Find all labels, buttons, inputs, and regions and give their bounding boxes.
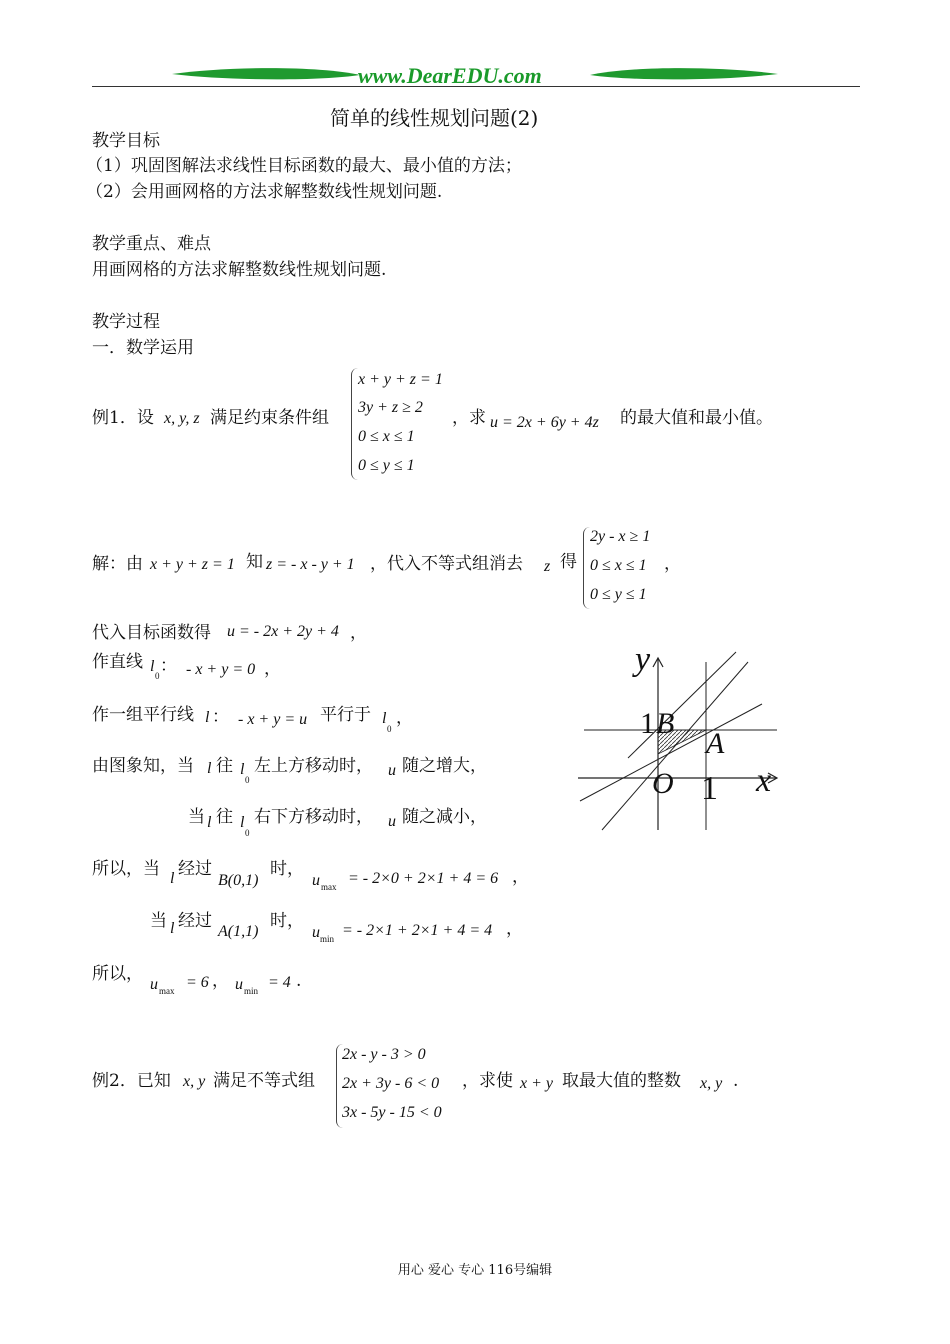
sol-line9-eq1: = 6 xyxy=(186,974,209,991)
sol-line8-sub: min xyxy=(320,934,335,944)
sol-line5-d: 随之增大， xyxy=(402,756,487,776)
figure-point-b-label: B xyxy=(656,707,675,740)
sol-line7-a: 所以，当 xyxy=(92,859,160,879)
sol-line8-l: l xyxy=(170,920,175,937)
sol-line4-colon: ： xyxy=(212,707,229,727)
ex2-end: . xyxy=(733,1071,739,1091)
goals-heading: 教学目标 xyxy=(92,131,160,151)
sol-line6-l0: l xyxy=(240,814,245,831)
ex1-mid: 满足约束条件组 xyxy=(210,408,329,428)
sol-line6-a: 当 xyxy=(188,807,205,827)
sol-line1-eq: x + y + z = 1 xyxy=(150,556,235,573)
sol-system-line: 2y - x ≥ 1 xyxy=(590,528,651,545)
sol-line1-c: ，代入不等式组消去 xyxy=(370,554,523,574)
ex2-system-line: 2x - y - 3 > 0 xyxy=(342,1046,426,1063)
sol-line5-l: l xyxy=(207,760,212,777)
ex1-system-line: 0 ≤ x ≤ 1 xyxy=(358,428,415,445)
sol-line1-var: z xyxy=(544,558,551,575)
sol-line9-end: . xyxy=(296,971,302,991)
feasible-region-figure xyxy=(572,648,792,833)
ex1-vars: x, y, z xyxy=(164,410,200,427)
sol-line4-b: 平行于 xyxy=(320,705,371,725)
ex2-system-line: 3x - 5y - 15 < 0 xyxy=(342,1104,442,1121)
goal-item-1: （1）巩固图解法求线性目标函数的最大、最小值的方法； xyxy=(86,156,522,176)
sol-line7-c: 时， xyxy=(270,859,304,879)
sol-line5-sub: 0 xyxy=(245,775,250,785)
page-title: 简单的线性规划问题(2) xyxy=(330,106,539,130)
sol-line6-u: u xyxy=(388,813,396,830)
ex2-system-line: 2x + 3y - 6 < 0 xyxy=(342,1075,440,1092)
sol-line6-sub: 0 xyxy=(245,828,250,838)
sol-line4-l: l xyxy=(205,709,210,726)
ex2-mid: 满足不等式组 xyxy=(213,1071,315,1091)
sol-line1-a: 解：由 xyxy=(92,554,143,574)
sol-line6-l: l xyxy=(207,814,212,831)
sol-line1-d: 得 xyxy=(560,552,577,572)
figure-point-a-label: A xyxy=(706,727,725,760)
key-text: 用画网格的方法求解整数线性规划问题. xyxy=(92,260,387,280)
ex1-system-line: x + y + z = 1 xyxy=(358,371,443,388)
sol-line9-sub2: min xyxy=(244,986,259,996)
ex1-system-line: 0 ≤ y ≤ 1 xyxy=(358,457,415,474)
sol-line4-l0: l xyxy=(382,710,387,727)
page-footer: 用心 爱心 专心 116号编辑 xyxy=(397,1263,553,1278)
ex1-brace xyxy=(351,368,358,480)
sol-line4-a: 作一组平行线 xyxy=(92,705,194,725)
ex1-ask: ，求 xyxy=(452,408,486,428)
sol-line3-eq: - x + y = 0 xyxy=(186,661,256,678)
sol-line5-a: 由图象知，当 xyxy=(92,756,194,776)
sol-line6-c: 右下方移动时， xyxy=(254,807,373,827)
sol-line7-pt: B(0,1) xyxy=(218,872,259,889)
ex1-prefix: 例1．设 xyxy=(92,408,154,428)
sol-line4-eq: - x + y = u xyxy=(238,711,308,728)
sol-line3-colon: ： xyxy=(160,656,177,676)
sol-line3-sub: 0 xyxy=(155,671,160,681)
line-l0 xyxy=(602,662,748,830)
sol-line1-z: z = - x - y + 1 xyxy=(266,556,355,573)
figure-y-label: y xyxy=(635,641,651,678)
sol-line3-l: l xyxy=(150,658,155,675)
ex2-ask: ，求使 xyxy=(462,1071,513,1091)
ex2-vars: x, y xyxy=(183,1073,206,1090)
sol-system-line: 0 ≤ x ≤ 1 xyxy=(590,557,647,574)
sol-line8-a: 当 xyxy=(150,911,167,931)
ex2-expr: x + y xyxy=(520,1075,553,1092)
sol-line7-u: u xyxy=(312,872,320,889)
sol-line8-pt: A(1,1) xyxy=(218,923,259,940)
sol-line6-d: 随之减小， xyxy=(402,807,487,827)
goal-item-2: （2）会用画网格的方法求解整数线性规划问题. xyxy=(86,182,443,202)
sol-line9-sub1: max xyxy=(159,986,175,996)
sol-line9-u1: u xyxy=(150,976,158,993)
header-site-text: www.DearEDU.com xyxy=(358,63,542,88)
sol-line3-a: 作直线 xyxy=(92,652,143,672)
sol-line5-c: 左上方移动时， xyxy=(254,756,373,776)
ex2-suffix: 取最大值的整数 xyxy=(562,1071,681,1091)
process-heading: 教学过程 xyxy=(92,312,160,332)
key-heading: 教学重点、难点 xyxy=(92,234,211,254)
ex1-system-line: 3y + z ≥ 2 xyxy=(358,399,423,416)
sol-line2-end: ， xyxy=(350,623,367,643)
sol-line7-sub: max xyxy=(321,882,337,892)
header-rule xyxy=(92,86,860,87)
figure-x-label: x xyxy=(756,762,772,799)
sol-line3-end: ， xyxy=(264,659,281,679)
sol-line2-eq: u = - 2x + 2y + 4 xyxy=(227,623,339,640)
sol-line6-b: 往 xyxy=(216,807,233,827)
ex2-vars2: x, y xyxy=(700,1075,723,1092)
sol-line7-l: l xyxy=(170,870,175,887)
sol-line7-eq: = - 2×0 + 2×1 + 4 = 6 xyxy=(348,870,499,887)
ex2-prefix: 例2．已知 xyxy=(92,1071,171,1091)
ex1-suffix: 的最大值和最小值。 xyxy=(620,408,773,428)
process-sub: 一．数学运用 xyxy=(92,338,194,358)
sol-brace xyxy=(583,527,590,609)
ex1-objective: u = 2x + 6y + 4z xyxy=(490,414,599,431)
sol-line8-u: u xyxy=(312,924,320,941)
sol-line9-mid: ， xyxy=(212,971,229,991)
figure-one-y-label: 1 xyxy=(640,707,655,740)
sol-line5-l0: l xyxy=(240,761,245,778)
sol-line4-sub: 0 xyxy=(387,724,392,734)
sol-line2-a: 代入目标函数得 xyxy=(92,623,211,643)
sol-line8-end: ， xyxy=(506,919,523,939)
sol-line7-end: ， xyxy=(512,867,529,887)
sol-line7-b: 经过 xyxy=(178,859,212,879)
sol-line4-end: ， xyxy=(396,708,413,728)
figure-one-x-label: 1 xyxy=(701,770,718,807)
sol-line9-u2: u xyxy=(235,976,243,993)
figure-origin-label: O xyxy=(652,767,674,800)
sol-line8-eq: = - 2×1 + 2×1 + 4 = 4 xyxy=(342,922,493,939)
sol-line8-b: 经过 xyxy=(178,911,212,931)
sol-line5-u: u xyxy=(388,762,396,779)
sol-line8-c: 时， xyxy=(270,911,304,931)
sol-line1-end: ， xyxy=(664,554,681,574)
sol-line9-eq2: = 4 xyxy=(268,974,291,991)
sol-line9-a: 所以， xyxy=(92,964,143,984)
sol-line1-b: 知 xyxy=(246,552,263,572)
sol-system-line: 0 ≤ y ≤ 1 xyxy=(590,586,647,603)
sol-line5-b: 往 xyxy=(216,756,233,776)
